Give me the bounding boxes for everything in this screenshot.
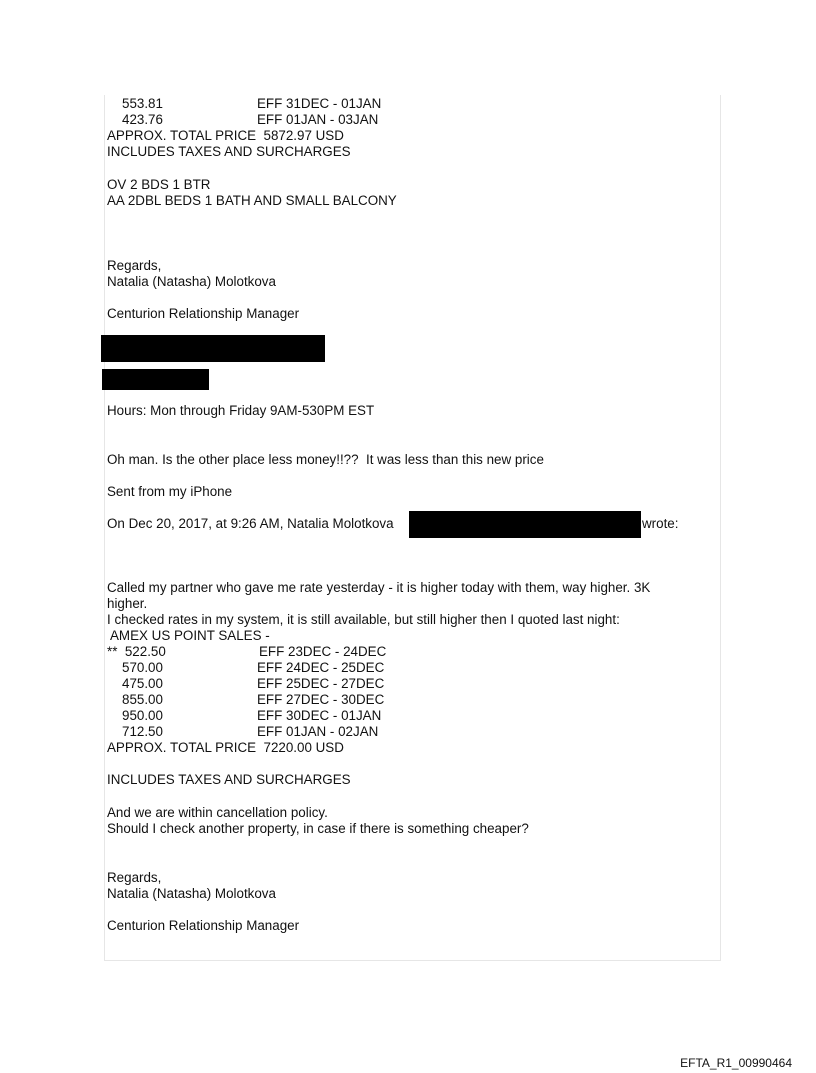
quote-header: On Dec 20, 2017, at 9:26 AM, Natalia Molotkova — [107, 516, 394, 531]
rate-effective: EFF 31DEC - 01JAN — [257, 96, 382, 111]
rate-price: 553.81 — [122, 96, 163, 111]
signature-title: Centurion Relationship Manager — [107, 918, 300, 933]
rate-price: 855.00 — [122, 692, 163, 707]
includes-note: INCLUDES TAXES AND SURCHARGES — [107, 772, 351, 787]
redaction-block — [102, 369, 209, 390]
body-line: Called my partner who gave me rate yesterday - it is higher today with them, way higher. 3K — [107, 580, 651, 595]
cancellation-note: And we are within cancellation policy. — [107, 805, 328, 820]
body-line: higher. — [107, 596, 148, 611]
rate-price: 475.00 — [122, 676, 163, 691]
signature-regards: Regards, — [107, 870, 162, 885]
rate-price: 950.00 — [122, 708, 163, 723]
body-line: I checked rates in my system, it is still available, but still higher then I quoted last night: — [107, 612, 620, 627]
rate-effective: EFF 25DEC - 27DEC — [257, 676, 385, 691]
rate-effective: EFF 01JAN - 03JAN — [257, 112, 379, 127]
room-code: OV 2 BDS 1 BTR — [107, 177, 211, 192]
rate-price: 570.00 — [122, 660, 163, 675]
total-price: APPROX. TOTAL PRICE 5872.97 USD — [107, 128, 344, 143]
total-price: APPROX. TOTAL PRICE 7220.00 USD — [107, 740, 344, 755]
signature-name: Natalia (Natasha) Molotkova — [107, 886, 276, 901]
redaction-block — [101, 335, 325, 362]
document-id: EFTA_R1_00990464 — [680, 1056, 792, 1070]
rate-effective: EFF 23DEC - 24DEC — [259, 644, 387, 659]
rate-effective: EFF 30DEC - 01JAN — [257, 708, 382, 723]
reply-text: Oh man. Is the other place less money!!?? It was less than this new price — [107, 452, 544, 467]
quote-wrote: wrote: — [642, 516, 679, 531]
rate-price: 423.76 — [122, 112, 163, 127]
signature-regards: Regards, — [107, 258, 162, 273]
rate-effective: EFF 27DEC - 30DEC — [257, 692, 385, 707]
signature-title: Centurion Relationship Manager — [107, 306, 300, 321]
room-description: AA 2DBL BEDS 1 BATH AND SMALL BALCONY — [107, 193, 397, 208]
check-property-question: Should I check another property, in case if there is something cheaper? — [107, 821, 529, 836]
rate-price: ** 522.50 — [107, 644, 166, 659]
rate-effective: EFF 24DEC - 25DEC — [257, 660, 385, 675]
office-hours: Hours: Mon through Friday 9AM-530PM EST — [107, 403, 375, 418]
signature-name: Natalia (Natasha) Molotkova — [107, 274, 276, 289]
amex-label: AMEX US POINT SALES - — [107, 628, 270, 643]
includes-note: INCLUDES TAXES AND SURCHARGES — [107, 144, 351, 159]
redaction-block — [409, 511, 641, 538]
sent-from: Sent from my iPhone — [107, 484, 233, 499]
rate-effective: EFF 01JAN - 02JAN — [257, 724, 379, 739]
rate-price: 712.50 — [122, 724, 163, 739]
